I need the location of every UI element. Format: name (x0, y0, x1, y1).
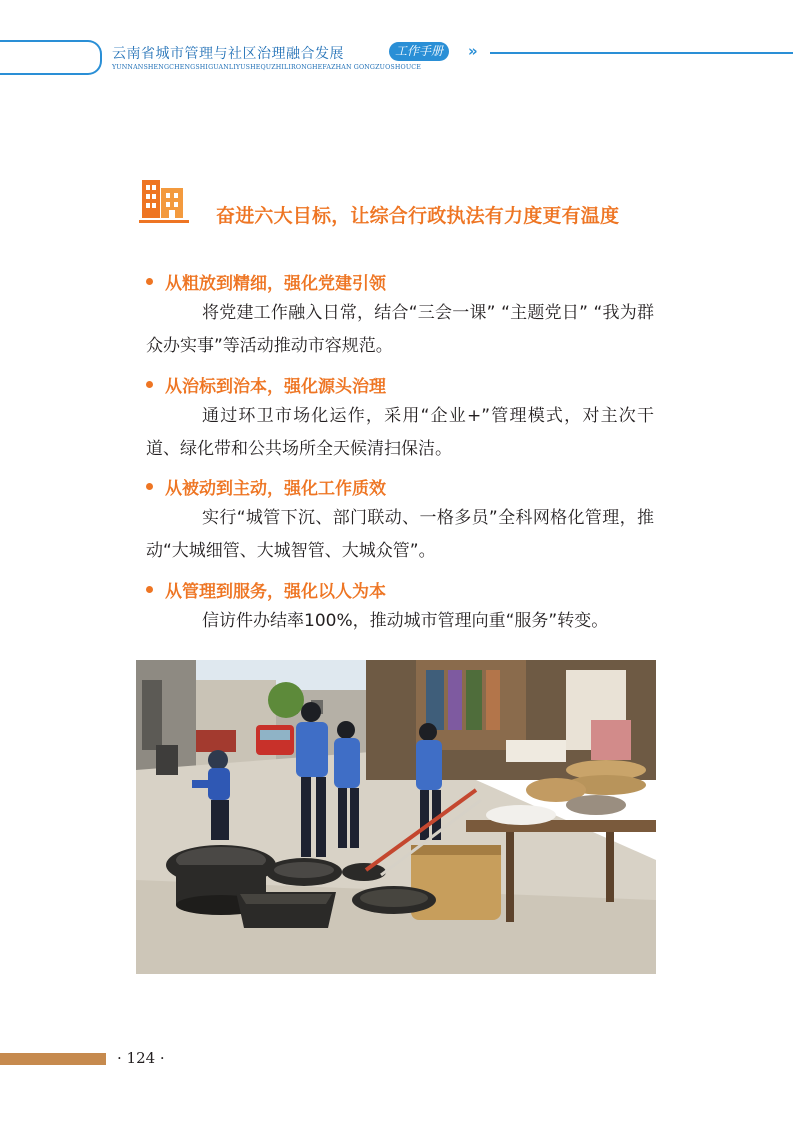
header-badge: 工作手册 (389, 42, 449, 61)
item-body: 实行“城管下沉、部门联动、一格多员”全科网格化管理，推动“大城细管、大城智管、大城众管”。 (146, 508, 654, 561)
building-icon (139, 176, 189, 224)
list-item (146, 473, 654, 568)
bullet-icon (146, 278, 153, 285)
section-title: 奋进六大目标，让综合行政执法有力度更有温度 (216, 205, 620, 227)
bullet-icon (146, 483, 153, 490)
list-item (146, 268, 654, 363)
bullet-icon (146, 586, 153, 593)
item-body: 通过环卫市场化运作，采用“企业+”管理模式，对主次干道、绿化带和公共场所全天候清扫保洁。 (146, 406, 654, 459)
page-number: · 124 · (117, 1049, 165, 1067)
list-item (146, 371, 654, 466)
header-frame (0, 40, 102, 75)
header-title: 云南省城市管理与社区治理融合发展 (112, 46, 344, 62)
header-rule (490, 52, 793, 54)
list-item (146, 576, 654, 638)
footer-bar (0, 1053, 106, 1065)
item-title: 从管理到服务，强化以人为本 (165, 581, 386, 602)
bullet-icon (146, 381, 153, 388)
item-title: 从粗放到精细，强化党建引领 (165, 273, 386, 294)
item-title: 从治标到治本，强化源头治理 (165, 376, 386, 397)
street-market-enforcement-photo (136, 660, 656, 974)
item-body: 将党建工作融入日常，结合“三会一课” “主题党日” “我为群众办实事”等活动推动市容规范。 (146, 303, 654, 356)
header-pinyin: YUNNANSHENGCHENGSHIGUANLIYUSHEQUZHILIRONGHEFAZHAN GONGZUOSHOUCE (112, 64, 421, 71)
item-title: 从被动到主动，强化工作质效 (165, 478, 386, 499)
item-body: 信访件办结率100%，推动城市管理向重“服务”转变。 (202, 611, 609, 631)
double-chevron-icon: » (468, 42, 478, 60)
